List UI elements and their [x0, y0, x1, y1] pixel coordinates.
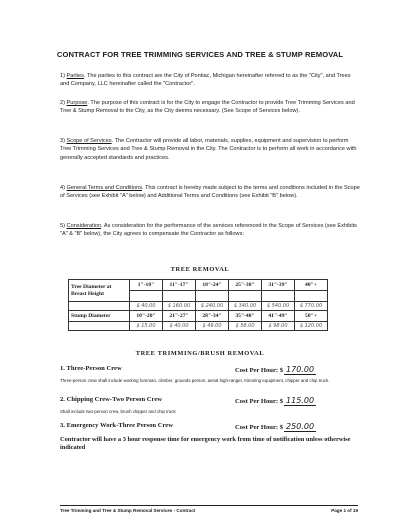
cost-amount: 115.00	[286, 396, 315, 405]
section-text: . The parties to this contract are the City of Pontiac, Michigan hereinafter referred to as the "City", and Trees and Company, LLC hereinafter called the "Contractor".	[60, 73, 351, 88]
range-cell: 21"-27"	[163, 311, 196, 322]
crew-three-person	[60, 365, 360, 372]
range-cell: 50"+	[295, 311, 328, 322]
price-cell: $ 40.00	[163, 322, 196, 331]
cost-amount: 250.00	[286, 422, 315, 431]
cost-label: Cost Per Hour: $	[235, 398, 284, 405]
document-title: CONTRACT FOR TREE TRIMMING SERVICES AND TREE & STUMP REMOVAL	[56, 50, 344, 59]
range-cell: 11"-17"	[163, 280, 196, 291]
section-heading: General Terms and Conditions	[66, 185, 142, 191]
trimming-title: TREE TRIMMING/BRUSH REMOVAL	[135, 350, 265, 357]
row-header-stump: Stump Diameter	[69, 311, 130, 322]
price-cell: $ 770.00	[295, 302, 328, 311]
section-text: . As consideration for the performance of the services referenced in the Scope of Services (see Exhibits "A" & "B" below), the City agrees to compensate the Contractor as follows:	[60, 223, 357, 238]
range-cell: 41"-49"	[262, 311, 295, 322]
cost-label: Cost Per Hour: $	[235, 424, 284, 431]
price-cell: $ 98.00	[262, 322, 295, 331]
footer-title: Tree Trimming and Tree & Stump Removal Services - Contract	[60, 508, 196, 513]
crew-note: Three-person crew shall include working foreman, climber, grounds person, aerial high-ranger, trimming equipment, chipper and chip truck.	[60, 378, 330, 383]
section-scope	[60, 137, 360, 162]
tree-removal-table	[68, 279, 328, 331]
row-header-dbh: Tree Diameter at Breast Height	[69, 280, 130, 302]
table-row	[69, 311, 328, 322]
response-time-note: Contractor will have a 3 hour response time for emergency work from time of notification unless otherwise indicated	[60, 436, 351, 451]
cost-label: Cost Per Hour: $	[235, 367, 284, 374]
price-cell: $ 58.00	[229, 322, 262, 331]
range-cell: 31"-39"	[262, 280, 295, 291]
price-cell: $ 40.00	[130, 302, 163, 311]
price-cell: $ 120.00	[295, 322, 328, 331]
section-purpose	[60, 99, 360, 116]
section-heading: Purpose	[66, 100, 88, 106]
price-cell: $ 340.00	[229, 302, 262, 311]
section-heading: Scope of Services	[66, 138, 112, 144]
tree-removal-title: TREE REMOVAL	[170, 266, 230, 273]
table-row	[69, 280, 328, 291]
section-number: 2)	[60, 100, 65, 106]
price-cell: $ 540.00	[262, 302, 295, 311]
range-cell: 35"-40"	[229, 311, 262, 322]
range-cell: 40"+	[295, 280, 328, 291]
section-number: 4)	[60, 185, 65, 191]
section-number: 5)	[60, 223, 65, 229]
cost-per-hour	[235, 396, 316, 406]
table-row	[69, 302, 328, 311]
page-number: Page 1 of 19	[331, 508, 358, 513]
crew-note: Shall include two-person crew, brush chipper and chip truck	[60, 409, 176, 414]
price-cell: $ 49.00	[196, 322, 229, 331]
crew-name: 1. Three-Person Crew	[60, 365, 122, 372]
price-cell: $ 160.00	[163, 302, 196, 311]
crew-emergency	[60, 422, 360, 429]
crew-name: 3. Emergency Work-Three Person Crew	[60, 422, 173, 429]
table-row	[69, 322, 328, 331]
range-cell: 28"-34"	[196, 311, 229, 322]
range-cell: 18"-24"	[196, 280, 229, 291]
crew-chipping	[60, 396, 360, 403]
section-text: . This contract is hereby made subject to the terms and conditions included in the Scope of Services (see Exhibit "A" below) and Additional Terms and Conditions (see Exhibit "B" below).	[60, 185, 360, 200]
section-general-terms	[60, 184, 360, 201]
crew-name: 2. Chipping Crew-Two Person Crew	[60, 396, 163, 403]
price-cell: $ 15.00	[130, 322, 163, 331]
section-parties	[60, 72, 360, 89]
section-heading: Parties	[66, 73, 84, 79]
price-cell: $ 240.00	[196, 302, 229, 311]
cost-amount: 170.00	[286, 365, 315, 374]
range-cell: 10"-20"	[130, 311, 163, 322]
section-text: . The Contractor will provide all labor, materials, supplies, equipment and supervision to perform Tree Trimming Services and Tree & Stump Removal in the City. The Contractor is to perform all work in accordance with generally accepted standards and practices.	[60, 138, 357, 161]
section-number: 1)	[60, 73, 65, 79]
section-consideration	[60, 222, 360, 239]
section-heading: Consideration	[66, 223, 102, 229]
cost-per-hour	[235, 365, 316, 375]
range-cell: 25"-30"	[229, 280, 262, 291]
section-number: 3)	[60, 138, 65, 144]
footer-divider	[60, 505, 358, 506]
section-text: . The purpose of this contract is for the City to engage the Contractor to provide Tree Trimming Services and Tree & Stump Removal to the City, as the City deems necessary. (See Scope of Services below).	[60, 100, 355, 115]
range-cell: 1"-10"	[130, 280, 163, 291]
cost-per-hour	[235, 422, 316, 432]
